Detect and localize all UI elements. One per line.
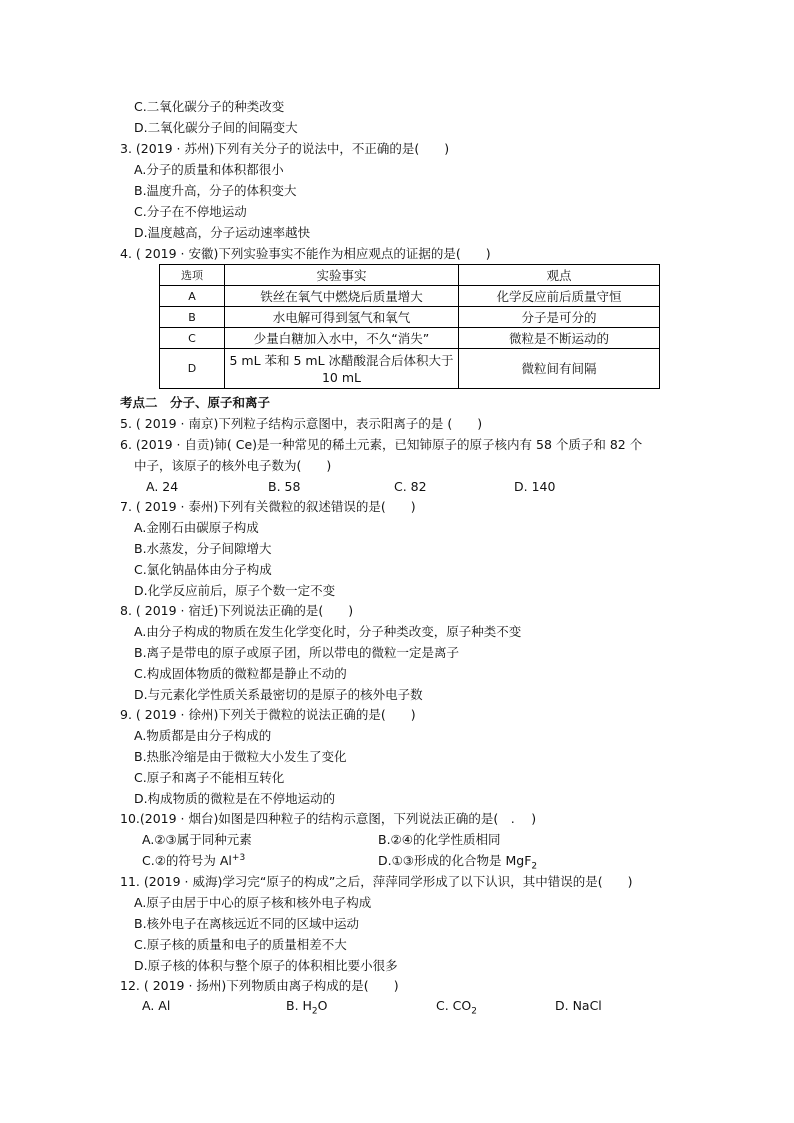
table-cell: B — [160, 307, 225, 328]
table-row — [160, 307, 660, 328]
question-3-option-d: D.温度越高，分子运动速率越快 — [134, 225, 311, 240]
table-header-cell: 实验事实 — [225, 265, 459, 286]
subscript: 2 — [311, 1006, 318, 1017]
table-cell: 5 mL 苯和 5 mL 冰醋酸混合后体积大于 10 mL — [225, 349, 459, 389]
question-11-option-c: C.原子核的质量和电子的质量相差不大 — [134, 937, 347, 952]
question-11-stem: 11. (2019 · 威海)学习完“原子的构成”之后，萍萍同学形成了以下认识，其中错误的是( ) — [120, 874, 633, 889]
option-text: B. H — [286, 998, 312, 1013]
subscript: 2 — [471, 1006, 477, 1017]
question-10-option-a: A.②③属于同种元素 — [142, 832, 252, 847]
table-header-row — [160, 265, 660, 286]
table-cell: 水电解可得到氢气和氧气 — [225, 307, 459, 328]
table-row — [160, 349, 660, 389]
table-cell: 微粒是不断运动的 — [459, 328, 660, 349]
evidence-table — [159, 264, 660, 389]
table-header-cell: 选项 — [160, 265, 225, 286]
question-11-option-a: A.原子由居于中心的原子核和核外电子构成 — [134, 895, 372, 910]
table-row — [160, 286, 660, 307]
option-text: C. CO — [436, 998, 472, 1013]
option-text: O — [317, 998, 328, 1013]
question-10-option-c — [142, 852, 245, 870]
question-12-stem: 12. ( 2019 · 扬州)下列物质由离子构成的是( ) — [120, 978, 399, 993]
table-row — [160, 328, 660, 349]
question-8-option-a: A.由分子构成的物质在发生化学变化时，分子种类改变，原子种类不变 — [134, 624, 522, 639]
question-6-option-b: B. 58 — [268, 479, 301, 494]
question-12-option-c — [436, 997, 477, 1015]
question-8-option-b: B.离子是带电的原子或原子团，所以带电的微粒一定是离子 — [134, 645, 460, 660]
table-cell: 分子是可分的 — [459, 307, 660, 328]
question-5-stem: 5. ( 2019 · 南京)下列粒子结构示意图中，表示阳离子的是 ( ) — [120, 416, 483, 431]
question-7-option-c: C.氯化钠晶体由分子构成 — [134, 562, 272, 577]
question-3-option-a: A.分子的质量和体积都很小 — [134, 162, 284, 177]
subscript: 2 — [531, 861, 538, 872]
question-9-option-c: C.原子和离子不能相互转化 — [134, 770, 285, 785]
option-d: D.二氧化碳分子间的间隔变大 — [134, 120, 298, 135]
question-10-option-d — [378, 852, 537, 870]
question-9-option-d: D.构成物质的微粒是在不停地运动的 — [134, 791, 336, 806]
question-8-option-d: D.与元素化学性质关系最密切的是原子的核外电子数 — [134, 687, 423, 702]
question-6-option-a: A. 24 — [146, 479, 179, 494]
question-3-stem: 3. (2019 · 苏州)下列有关分子的说法中，不正确的是( ) — [120, 141, 450, 156]
question-11-option-b: B.核外电子在离核远近不同的区域中运动 — [134, 916, 360, 931]
option-c: C.二氧化碳分子的种类改变 — [134, 99, 285, 114]
table-cell: D — [160, 349, 225, 389]
question-10-option-b: B.②④的化学性质相同 — [378, 832, 501, 847]
question-12-option-d: D. NaCl — [555, 998, 602, 1013]
table-cell: 铁丝在氧气中燃烧后质量增大 — [225, 286, 459, 307]
table-header-cell: 观点 — [459, 265, 660, 286]
option-text: D.①③形成的化合物是 MgF — [378, 853, 532, 868]
question-7-stem: 7. ( 2019 · 泰州)下列有关微粒的叙述错误的是( ) — [120, 499, 416, 514]
question-3-option-c: C.分子在不停地运动 — [134, 204, 247, 219]
question-8-stem: 8. ( 2019 · 宿迁)下列说法正确的是( ) — [120, 603, 354, 618]
question-11-option-d: D.原子核的体积与整个原子的体积相比要小很多 — [134, 958, 398, 973]
question-6-stem: 6. (2019 · 自贡)铈( Ce)是一种常见的稀土元素，已知铈原子的原子核内有 58 个质子和 82 个 — [120, 437, 643, 452]
question-9-option-b: B.热胀冷缩是由于微粒大小发生了变化 — [134, 749, 347, 764]
question-4-stem: 4. ( 2019 · 安徽)下列实验事实不能作为相应观点的证据的是( ) — [120, 246, 491, 261]
superscript: +3 — [231, 852, 246, 863]
section-heading: 考点二 分子、原子和离子 — [120, 395, 271, 410]
question-12-option-a: A. Al — [142, 998, 171, 1013]
option-text: C.②的符号为 Al — [142, 853, 232, 868]
table-cell: 少量白糖加入水中，不久“消失” — [225, 328, 459, 349]
question-6-option-d: D. 140 — [514, 479, 556, 494]
question-7-option-b: B.水蒸发，分子间隙增大 — [134, 541, 272, 556]
question-7-option-d: D.化学反应前后，原子个数一定不变 — [134, 583, 336, 598]
question-10-stem: 10.(2019 · 烟台)如图是四种粒子的结构示意图，下列说法正确的是( . ) — [120, 811, 537, 826]
table-cell: 化学反应前后质量守恒 — [459, 286, 660, 307]
question-7-option-a: A.金刚石由碳原子构成 — [134, 520, 259, 535]
question-9-option-a: A.物质都是由分子构成的 — [134, 728, 272, 743]
question-6-stem-cont: 中子，该原子的核外电子数为( ) — [134, 458, 332, 473]
table-cell: A — [160, 286, 225, 307]
question-12-option-b — [286, 997, 328, 1015]
question-3-option-b: B.温度升高，分子的体积变大 — [134, 183, 297, 198]
table-cell: 微粒间有间隔 — [459, 349, 660, 389]
question-9-stem: 9. ( 2019 · 徐州)下列关于微粒的说法正确的是( ) — [120, 707, 416, 722]
table-cell: C — [160, 328, 225, 349]
question-6-option-c: C. 82 — [394, 479, 427, 494]
question-8-option-c: C.构成固体物质的微粒都是静止不动的 — [134, 666, 347, 681]
